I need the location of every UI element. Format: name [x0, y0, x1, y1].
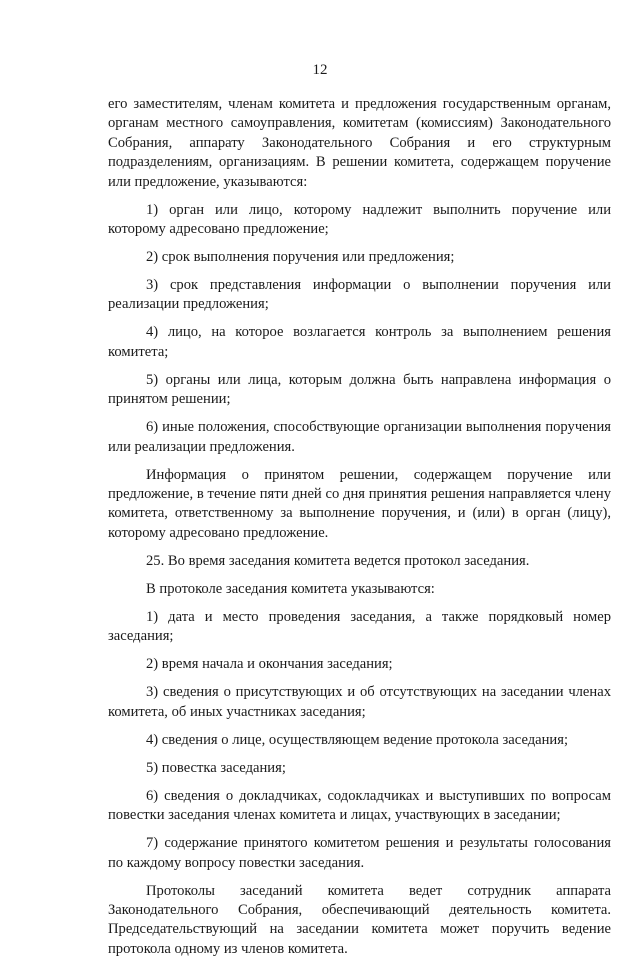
paragraph-section-25: 25. Во время заседания комитета ведется протокол заседания.	[146, 552, 530, 569]
document-body	[108, 95, 611, 968]
list-item: 6) иные положения, способствующие организации выполнения поручения или реализации предложения.	[108, 419, 611, 455]
list-item: 2) срок выполнения поручения или предложения;	[146, 249, 455, 266]
paragraph: Информация о принятом решении, содержащем поручение или предложение, в течение пяти дней со дня принятия решения направляется члену комитета, ответственному за выполнение поручения, и (или) в орган (лицу), которому адресовано предложение.	[108, 466, 611, 541]
list-item: 7) содержание принятого комитетом решения и результаты голосования по каждому вопросу повестки заседания.	[108, 835, 611, 871]
list-item: 3) сведения о присутствующих и об отсутствующих на заседании членах комитета, об иных участниках заседания;	[108, 684, 611, 720]
list-item: 1) орган или лицо, которому надлежит выполнить поручение или которому адресовано предложение;	[108, 201, 611, 238]
list-item: 3) срок представления информации о выполнении поручения или реализации предложения;	[108, 277, 611, 313]
list-item: 5) повестка заседания;	[146, 759, 286, 776]
list-item: 6) сведения о докладчиках, содокладчиках и выступивших по вопросам повестки заседания членах комитета и лицах, участвующих в заседании;	[108, 787, 611, 824]
list-item: 2) время начала и окончания заседания;	[146, 656, 393, 673]
paragraph: В протоколе заседания комитета указываются:	[146, 580, 435, 597]
page-number: 12	[312, 62, 328, 78]
list-item: 1) дата и место проведения заседания, а также порядковый номер заседания;	[108, 608, 611, 645]
paragraph-continuation: его заместителям, членам комитета и предложения государственным органам, органам местного самоуправления, комитетам (комиссиям) Законодательного Собрания, аппарату Законодательного Собрания и его структурным подразделениям, организациям. В решении комитета, содержащем поручение или предложение, указываются:	[108, 96, 611, 190]
list-item: 4) лицо, на которое возлагается контроль за выполнением решения комитета;	[108, 324, 611, 360]
list-item: 5) органы или лица, которым должна быть направлена информация о принятом решении;	[108, 371, 611, 408]
paragraph: Протоколы заседаний комитета ведет сотрудник аппарата Законодательного Собрания, обеспечивающий деятельность комитета. Председательствующий на заседании комитета может поручить ведение протокола одному из членов комитета.	[108, 882, 611, 957]
list-item: 4) сведения о лице, осуществляющем ведение протокола заседания;	[146, 731, 569, 748]
